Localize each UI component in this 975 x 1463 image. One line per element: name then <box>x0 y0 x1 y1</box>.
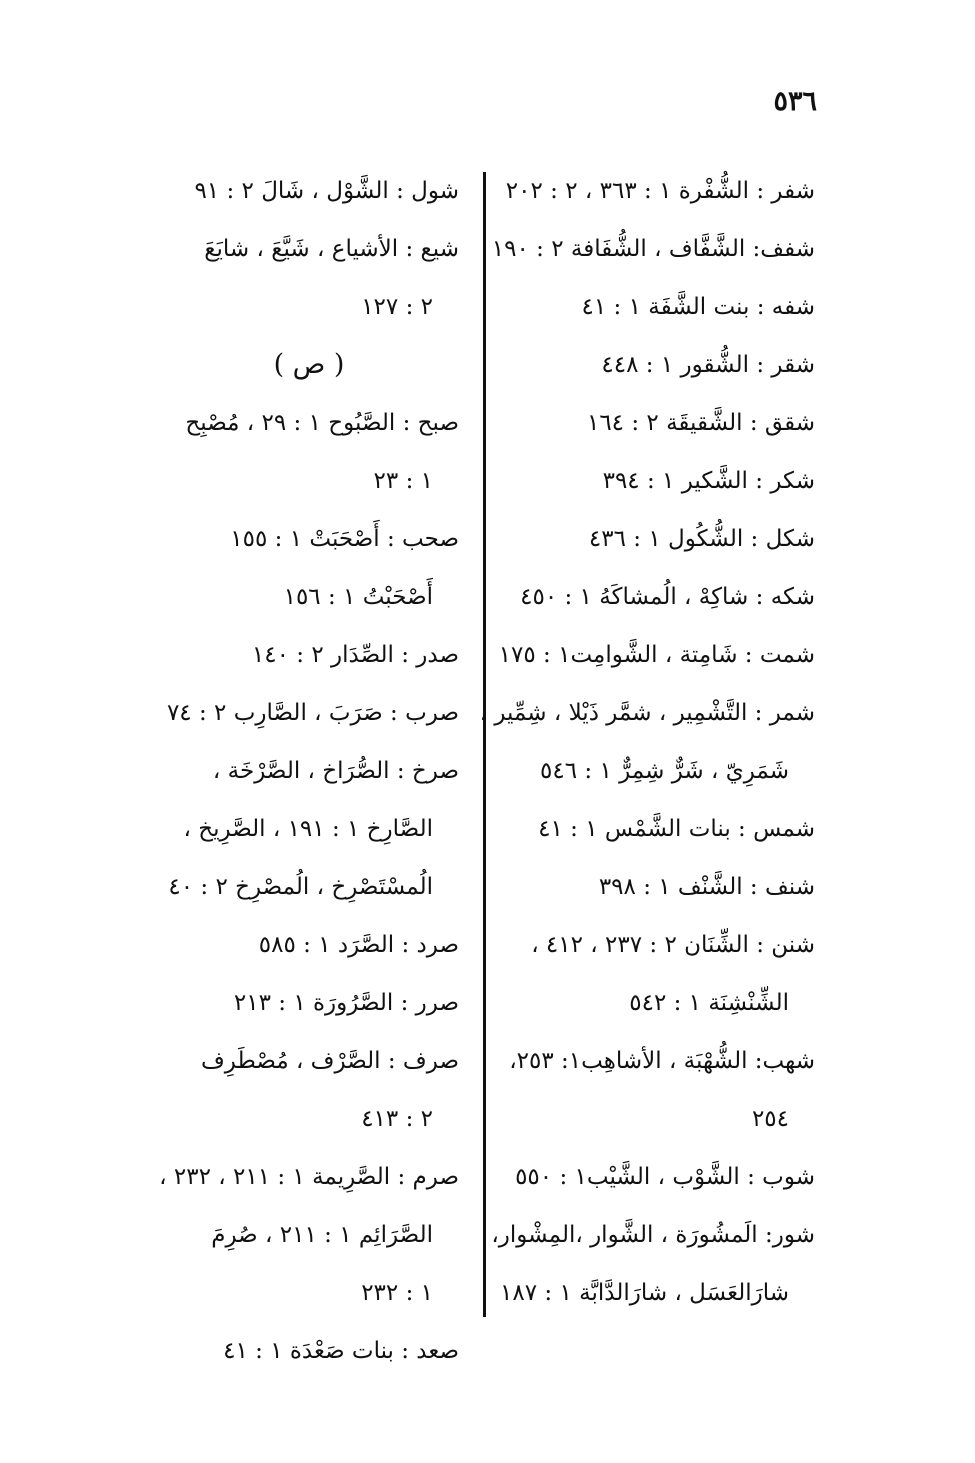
index-entry: شول : الشَّوْل ، شَالَ ٢ : ٩١ <box>194 178 459 204</box>
index-entry: صرر : الصَّرُورَة ١ : ٢١٣ <box>233 990 459 1016</box>
index-entry: صرب : صَرَبَ ، الصَّارِب ٢ : ٧٤ <box>166 700 459 726</box>
index-entry: شكل : الشُّكُول ١ : ٤٣٦ <box>588 526 815 552</box>
index-entry: شقق : الشَّقيقَة ٢ : ١٦٤ <box>586 410 815 436</box>
index-column-right <box>479 162 815 1322</box>
index-entry: صبح : الصَّبُوح ١ : ٢٩ ، مُصْبِح <box>185 410 459 436</box>
index-entry: شمت : شَامِتة ، الشَّوامِت١ : ١٧٥ <box>498 642 815 668</box>
index-entry: شمس : بنات الشَّمْس ١ : ٤١ <box>538 816 815 842</box>
section-heading: ( ص ) <box>273 349 345 380</box>
index-entry: شور: الَمشُورَة ، الشَّوار ،المِشْوار، <box>491 1222 815 1248</box>
column-divider <box>483 172 486 1317</box>
index-entry: صدر : الصِّدَار ٢ : ١٤٠ <box>251 642 459 668</box>
index-entry: صحب : أَصْحَبَتْ ١ : ١٥٥ <box>230 526 459 552</box>
index-entry: صرم : الصَّرِيمة ١ : ٢١١ ، ٢٣٢ ، <box>159 1164 459 1190</box>
index-entry: شفر : الشُّفْرة ١ : ٣٦٣ ، ٢ : ٢٠٢ <box>505 178 815 204</box>
index-entry-continuation: أَصْحَبْتُ ١ : ١٥٦ <box>283 584 433 610</box>
index-entry-continuation: ٢٥٤ <box>751 1106 789 1132</box>
index-entry: شفف: الشَّفَّاف ، الشُّفَافة ٢ : ١٩٠ <box>491 236 815 262</box>
index-entry-continuation: شارَالعَسَل ، شارَالدَّابَّة ١ : ١٨٧ <box>500 1280 789 1306</box>
index-entry: شقر : الشُّقور ١ : ٤٤٨ <box>601 352 815 378</box>
index-entry: شكر : الشَّكير ١ : ٣٩٤ <box>602 468 815 494</box>
index-entry: شهب: الشُّهْبَة ، الأشاهِب١: ٢٥٣، <box>509 1048 815 1074</box>
index-entry-continuation: ١ : ٢٣٢ <box>361 1280 433 1306</box>
index-entry-continuation: شَمَرِيّ ، شَرٌّ شِمِرٌّ ١ : ٥٤٦ <box>540 758 789 784</box>
index-entry-continuation: الصَّرَائِم ١ : ٢١١ ، صُرِمَ <box>211 1222 433 1248</box>
index-entry: شفه : بنت الشَّفَة ١ : ٤١ <box>581 294 815 320</box>
index-entry-continuation: ٢ : ١٢٧ <box>361 294 433 320</box>
index-column-left <box>159 162 459 1380</box>
index-entry: شنن : الشِّنَان ٢ : ٢٣٧ ، ٤١٢ ، <box>531 932 815 958</box>
index-entry: شكه : شاكِهْ ، الُمشاكَهُ ١ : ٤٥٠ <box>520 584 815 610</box>
index-entry: شوب : الشَّوْب ، الشَّيْب١ : ٥٥٠ <box>515 1164 815 1190</box>
index-entry: شنف : الشَّنْف ١ : ٣٩٨ <box>598 874 815 900</box>
page-number: ٥٣٦ <box>773 86 817 117</box>
index-entry-continuation: ١ : ٢٣ <box>373 468 433 494</box>
index-entry-continuation: الشِّنْشِنَة ١ : ٥٤٢ <box>629 990 789 1016</box>
index-entry-continuation: الصَّارِخ ١ : ١٩١ ، الصَّرِيخ ، <box>183 816 433 842</box>
index-entry: صعد : بنات صَعْدَة ١ : ٤١ <box>223 1338 459 1364</box>
index-entry: صرف : الصَّرْف ، مُصْطَرِف <box>200 1048 459 1074</box>
index-entry: شمر : التَّشْمِير ، شمَّر ذَيْلا ، شِمِّير ، <box>479 700 815 726</box>
index-entry: صرد : الصَّرَد ١ : ٥٨٥ <box>258 932 459 958</box>
index-entry-continuation: ٢ : ٤١٣ <box>361 1106 433 1132</box>
index-entry-continuation: الُمسْتَصْرِخ ، الُمصْرِخ ٢ : ٤٠ <box>168 874 433 900</box>
index-entry: صرخ : الصُّرَاخ ، الصَّرْخَة ، <box>212 758 459 784</box>
index-entry: شيع : الأشياع ، شَيَّعَ ، شايَعَ <box>204 236 459 262</box>
